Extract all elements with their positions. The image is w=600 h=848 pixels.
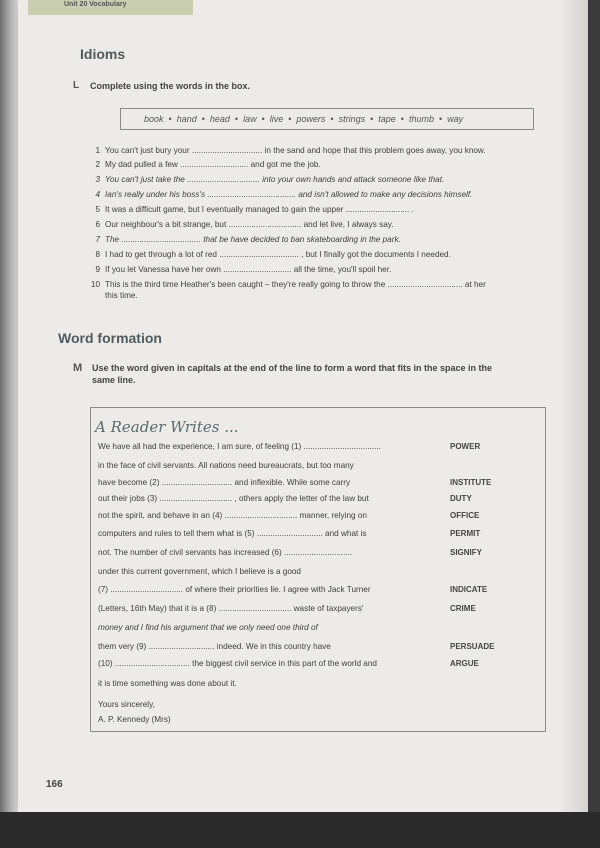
exercise-letter: M <box>73 362 83 374</box>
letter-line: in the face of civil servants. All nations need bureaucrats, but too many <box>98 461 354 470</box>
question-text: Our neighbour's a bit strange, but ................................ and let live, I always say. <box>105 220 394 229</box>
keyword: CRIME <box>450 604 476 613</box>
bullet-separator: • <box>261 114 265 124</box>
page-number: 166 <box>46 779 63 790</box>
bullet-separator: • <box>438 114 443 124</box>
exercise-instruction <box>92 362 542 386</box>
word-box-item: head <box>209 114 230 124</box>
question-number: 4 <box>95 190 100 199</box>
bullet-separator: • <box>201 114 205 124</box>
letter-line: money and I find his argument that we only need one third of <box>98 623 318 632</box>
keyword: SIGNIFY <box>450 548 483 557</box>
word-box-item: powers <box>296 114 326 124</box>
word-box-item: thumb <box>408 114 434 124</box>
question-item <box>86 159 321 170</box>
question-item <box>86 145 486 156</box>
unit-tab: Unit 20 Vocabulary <box>28 0 193 15</box>
instruction-line: same line. <box>92 375 136 385</box>
question-text: You can't just bury your ............................... in the sand and hope that this problem goes away, you know. <box>105 146 486 155</box>
question-text: My dad pulled a few .............................. and got me the job. <box>105 160 321 169</box>
keyword: ARGUE <box>450 659 479 668</box>
letter-line: computers and rules to tell them what is (5) ............................. and what is <box>98 529 367 538</box>
bullet-separator: • <box>288 114 292 124</box>
keyword: INSTITUTE <box>450 478 492 487</box>
letter-line: them very (9) ............................. indeed. We in this country have <box>98 642 331 651</box>
question-item <box>86 290 138 301</box>
letter-line: out their jobs (3) ................................ , others apply the letter of the law but <box>98 494 369 503</box>
bullet-separator: • <box>400 114 404 124</box>
bullet-separator: • <box>370 114 374 124</box>
question-item <box>86 249 451 260</box>
keyword: POWER <box>450 442 481 451</box>
section-title-word-formation: Word formation <box>58 330 162 346</box>
question-number: 6 <box>95 220 100 229</box>
question-text: You can't just take the ................................ into your own hands and attack someone like that. <box>105 175 445 184</box>
question-number: 9 <box>95 265 100 274</box>
letter-line: A. P. Kennedy (Mrs) <box>98 715 171 724</box>
question-text: I had to get through a lot of red ................................... , but I finally got the documents I needed. <box>105 250 451 259</box>
question-text: this time. <box>105 291 138 300</box>
letter-line: have become (2) ............................... and inflexible. While some carry <box>98 478 351 487</box>
letter-line: We have all had the experience, I am sure, of feeling (1) .................................. <box>98 442 381 451</box>
question-item <box>86 174 444 185</box>
bullet-separator: • <box>330 114 334 124</box>
question-number: 1 <box>95 146 100 155</box>
question-number: 3 <box>95 175 100 184</box>
scan-border <box>588 0 600 812</box>
letter-title: A Reader Writes ... <box>95 418 239 436</box>
word-box-item: book <box>144 114 164 124</box>
letter-line: (10) ................................. the biggest civil service in this part of the world and <box>98 659 377 668</box>
word-box-item: tape <box>378 114 396 124</box>
bullet-separator: • <box>168 114 172 124</box>
scan-border <box>0 812 600 848</box>
question-text: Ian's really under his boss's ....................................... and isn't allowed to make any decisions himself. <box>105 190 473 199</box>
exercise-instruction: Complete using the words in the box. <box>90 81 251 91</box>
letter-line: under this current government, which I believe is a good <box>98 567 301 576</box>
letter-line: not the spirit, and behave in an (4) ................................ manner, relying on <box>98 511 367 520</box>
keyword: PERSUADE <box>450 642 495 651</box>
word-box <box>120 108 534 130</box>
letter-line: Yours sincerely, <box>98 700 155 709</box>
keyword: DUTY <box>450 494 472 503</box>
question-number: 2 <box>95 160 100 169</box>
question-number: 10 <box>90 280 100 289</box>
question-item <box>86 204 414 215</box>
page-shadow <box>558 0 588 812</box>
instruction-line: Use the word given in capitals at the end of the line to form a word that fits in the space in the <box>92 363 493 373</box>
question-text: It was a difficult game, but I eventually managed to gain the upper ............................ . <box>105 205 414 214</box>
question-text: This is the third time Heather's been caught – they're really going to throw the ................................. at her <box>105 280 486 289</box>
question-number: 8 <box>95 250 100 259</box>
question-item <box>86 219 394 230</box>
word-box-item: law <box>243 114 257 124</box>
keyword: INDICATE <box>450 585 488 594</box>
word-box-item: live <box>269 114 284 124</box>
question-item <box>86 279 486 290</box>
question-item <box>86 234 401 245</box>
question-item <box>86 264 391 275</box>
word-box-item: hand <box>176 114 197 124</box>
question-number: 7 <box>95 235 100 244</box>
keyword: PERMIT <box>450 529 481 538</box>
letter-line: (7) ................................ of where their priorities lie. I agree with Jack Turner <box>98 585 371 594</box>
letter-line: it is time something was done about it. <box>98 679 237 688</box>
word-box-item: strings <box>338 114 366 124</box>
keyword: OFFICE <box>450 511 480 520</box>
section-title-idioms: Idioms <box>80 46 126 62</box>
question-item <box>86 189 472 200</box>
exercise-letter: L <box>73 80 80 91</box>
word-box-item: way <box>447 114 464 124</box>
bullet-separator: • <box>234 114 239 124</box>
question-text: The ................................... that be have decided to ban skateboarding in the park. <box>105 235 401 244</box>
letter-line: (Letters, 16th May) that it is a (8) ................................ waste of taxpayers' <box>98 604 364 613</box>
question-number: 5 <box>95 205 100 214</box>
question-text: If you let Vanessa have her own .............................. all the time, you'll spoil her. <box>105 265 392 274</box>
letter-line: not. The number of civil servants has increased (6) .............................. <box>98 548 353 557</box>
